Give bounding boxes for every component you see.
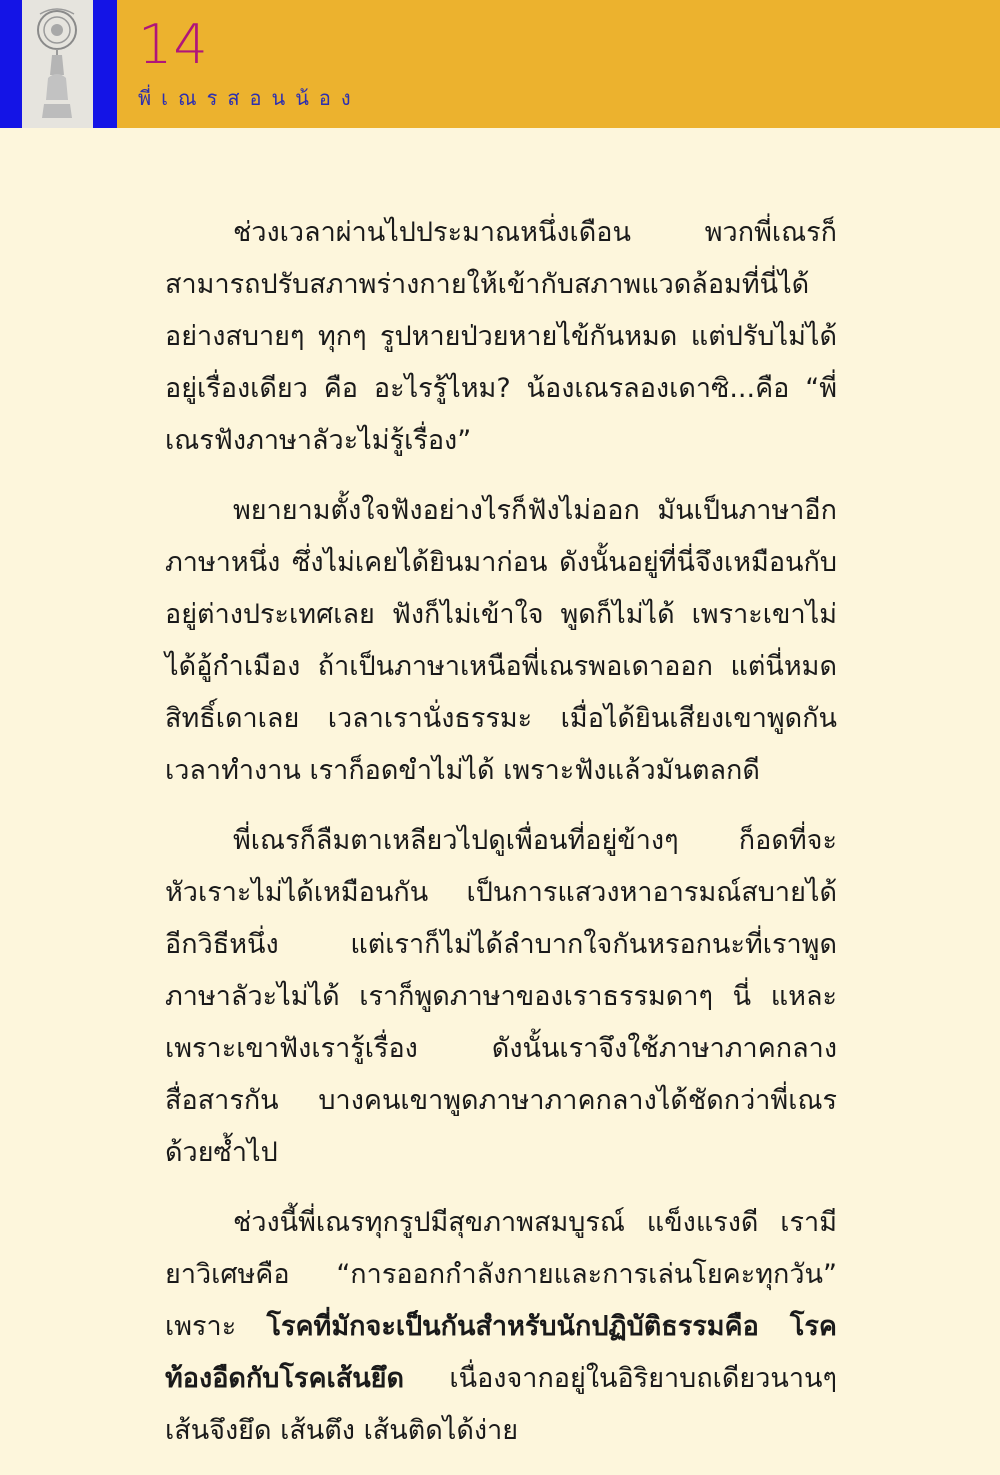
- paragraph-3: พี่เณรก็ลืมตาเหลียวไปดูเพื่อนที่อยู่ข้างๆ ก็อดที่จะหัวเราะไม่ได้เหมือนกัน เป็นการแสวงหาอารมณ์สบายได้อีกวิธีหนึ่ง แต่เราก็ไม่ได้ลำบากใจกันหรอกนะที่เราพูดภาษาลัวะไม่ได้ เราก็พูดภาษาของเราธรรมดาๆ นี่ แหละ เพราะเขาฟังเรารู้เรื่อง ดังนั้นเราจึงใช้ภาษาภาคกลางสื่อสารกัน บางคนเขาพูดภาษาภาคกลางได้ชัดกว่าพี่เณรด้วยซ้ำไป: [165, 825, 837, 1168]
- header-band: [0, 0, 1000, 128]
- paragraph-4-start: ช่วงนี้พี่เณรทุกรูปมีสุขภาพสมบูรณ์ แข็งแรงดี เรามียาวิเศษคือ “การออกกำลังกายและการเล่นโยคะทุกวัน” เพราะ: [165, 1207, 837, 1342]
- right-blue-stripe: [93, 0, 117, 128]
- paragraph-4-end: เนื่องจากอยู่ในอิริยาบถเดียวนานๆ เส้นจึงยึด เส้นตึง เส้นติดได้ง่าย: [165, 1363, 837, 1446]
- paragraph-4: [165, 1197, 837, 1457]
- paragraph-2: พยายามตั้งใจฟังอย่างไรก็ฟังไม่ออก มันเป็นภาษาอีกภาษาหนึ่ง ซึ่งไม่เคยได้ยินมาก่อน ดังนั้นอยู่ที่นี่จึงเหมือนกับอยู่ต่างประเทศเลย ฟังก็ไม่เข้าใจ พูดก็ไม่ได้ เพราะเขาไม่ได้อู้กำเมือง ถ้าเป็นภาษาเหนือพี่เณรพอเดาออก แต่นี่หมดสิทธิ์เดาเลย เวลาเรานั่งธรรมะ เมื่อได้ยินเสียงเขาพูดกันเวลาทำงาน เราก็อดขำไม่ได้ เพราะฟังแล้วมันตลกดี: [165, 495, 837, 786]
- running-title: พี่เณรสอนน้อง: [138, 86, 361, 110]
- paragraph-1: ช่วงเวลาผ่านไปประมาณหนึ่งเดือน พวกพี่เณรก็สามารถปรับสภาพร่างกายให้เข้ากับสภาพแวดล้อมที่นี่ได้อย่างสบายๆ ทุกๆ รูปหายป่วยหายไข้กันหมด แต่ปรับไม่ได้อยู่เรื่องเดียว คือ อะไรรู้ไหม? น้องเณรลองเดาซิ...คือ “พี่เณรฟังภาษาลัวะไม่รู้เรื่อง”: [165, 217, 837, 456]
- left-blue-stripe: [0, 0, 22, 128]
- paragraph-4-bold: โรคที่มักจะเป็นกันสำหรับนักปฏิบัติธรรมคือ โรคท้องอืดกับโรคเส้นยึด: [165, 1311, 837, 1394]
- page-number: 14: [138, 13, 209, 76]
- emblem-icon: [22, 0, 93, 128]
- body-text: [165, 207, 837, 1475]
- emblem-box: [22, 0, 93, 128]
